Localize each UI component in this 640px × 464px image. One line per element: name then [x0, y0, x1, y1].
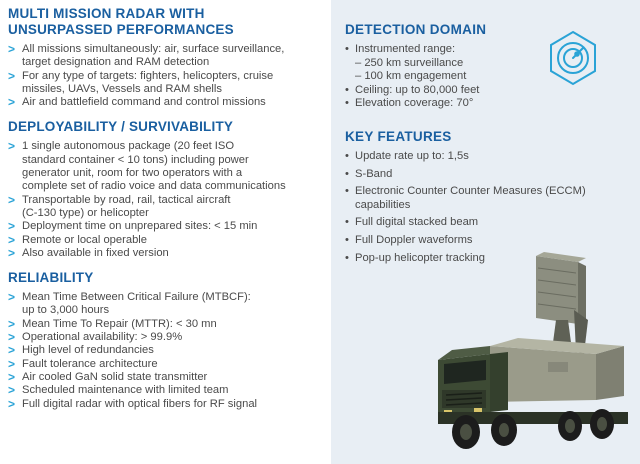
list-item: > Also available in fixed version [8, 245, 169, 260]
arrow-bullet-icon: > [8, 232, 16, 247]
list-item: • S-Band [345, 167, 393, 180]
section-title: DETECTION DOMAIN [345, 22, 487, 37]
arrow-bullet-icon: > [8, 245, 16, 260]
dot-bullet-icon: • [345, 149, 349, 162]
arrow-bullet-icon: > [8, 42, 16, 56]
arrow-bullet-icon: > [8, 383, 16, 398]
list-item: > For any type of targets: fighters, helicopters, cruise missiles, UAVs, Vessels and RAM shells [8, 68, 274, 95]
list-item: > Mean Time Between Critical Failure (MTBCF): up to 3,000 hours [8, 290, 251, 317]
section-title: RELIABILITY [8, 270, 94, 286]
dot-bullet-icon: • [345, 251, 349, 264]
arrow-bullet-icon: > [8, 316, 16, 331]
list-item: • Instrumented range: – 250 km surveillance – 100 km engagement [345, 43, 467, 83]
dot-bullet-icon: • [345, 185, 349, 198]
section-detection [345, 22, 625, 111]
arrow-bullet-icon: > [8, 68, 16, 83]
detection-list [345, 43, 625, 111]
arrow-bullet-icon: > [8, 95, 16, 110]
dot-bullet-icon: • [345, 43, 349, 55]
dot-bullet-icon: • [345, 83, 349, 96]
list-item: • Ceiling: up to 80,000 feet [345, 83, 480, 96]
list-item: > Air and battlefield command and control missions [8, 95, 266, 110]
list-item: > Fault tolerance architecture [8, 356, 158, 371]
arrow-bullet-icon: > [8, 219, 16, 234]
section-title: MULTI MISSION RADAR WITH UNSURPASSED PERFORMANCES [8, 6, 234, 37]
arrow-bullet-icon: > [8, 343, 16, 358]
truck-shelter [490, 338, 624, 402]
section-title: DEPLOYABILITY / SURVIVABILITY [8, 119, 234, 135]
arrow-bullet-icon: > [8, 139, 16, 154]
reliability-list [8, 291, 318, 411]
list-item: > Transportable by road, rail, tactical aircraft (C-130 type) or helicopter [8, 192, 231, 219]
dot-bullet-icon: • [345, 233, 349, 246]
section-reliability [8, 270, 318, 411]
list-item: > 1 single autonomous package (20 feet ISO standard container < 10 tons) including power generator unit, room for two operators with a complete set of radio voice and data communications [8, 139, 286, 193]
list-item: > Remote or local operable [8, 232, 147, 247]
list-item: > Air cooled GaN solid state transmitter [8, 369, 208, 384]
section-key-features [345, 129, 625, 265]
right-content [345, 22, 625, 265]
list-item: • Full digital stacked beam [345, 216, 479, 229]
arrow-bullet-icon: > [8, 396, 16, 411]
list-item: > All missions simultaneously: air, surface surveillance, target designation and RAM detection [8, 42, 285, 69]
dot-bullet-icon: • [345, 216, 349, 229]
list-item: • Electronic Counter Counter Measures (ECCM) capabilities [345, 185, 586, 211]
left-column [8, 6, 318, 421]
features-list [345, 150, 625, 265]
list-item: > Full digital radar with optical fibers for RF signal [8, 396, 258, 411]
arrow-bullet-icon: > [8, 330, 16, 345]
arrow-bullet-icon: > [8, 356, 16, 371]
radar-truck-image [428, 250, 638, 460]
performance-list [8, 43, 318, 109]
list-item: > High level of redundancies [8, 343, 154, 358]
section-deployability [8, 119, 318, 260]
list-item: > Scheduled maintenance with limited team [8, 383, 229, 398]
arrow-bullet-icon: > [8, 192, 16, 207]
list-item: • Pop-up helicopter tracking [345, 251, 485, 264]
truck-cab [438, 346, 508, 416]
list-item: > Operational availability: > 99.9% [8, 330, 183, 345]
section-title: KEY FEATURES [345, 128, 452, 144]
arrow-bullet-icon: > [8, 290, 16, 305]
list-item: > Mean Time To Repair (MTTR): < 30 mn [8, 316, 217, 331]
arrow-bullet-icon: > [8, 369, 16, 384]
deployability-list [8, 140, 318, 260]
radar-antenna [536, 252, 588, 354]
dot-bullet-icon: • [345, 97, 349, 110]
list-item: • Elevation coverage: 70° [345, 97, 474, 110]
list-item: • Full Doppler waveforms [345, 233, 473, 246]
list-item: • Update rate up to: 1,5s [345, 149, 469, 162]
section-performances [8, 6, 318, 109]
dot-bullet-icon: • [345, 167, 349, 180]
list-item: > Deployment time on unprepared sites: < 15 min [8, 219, 258, 234]
